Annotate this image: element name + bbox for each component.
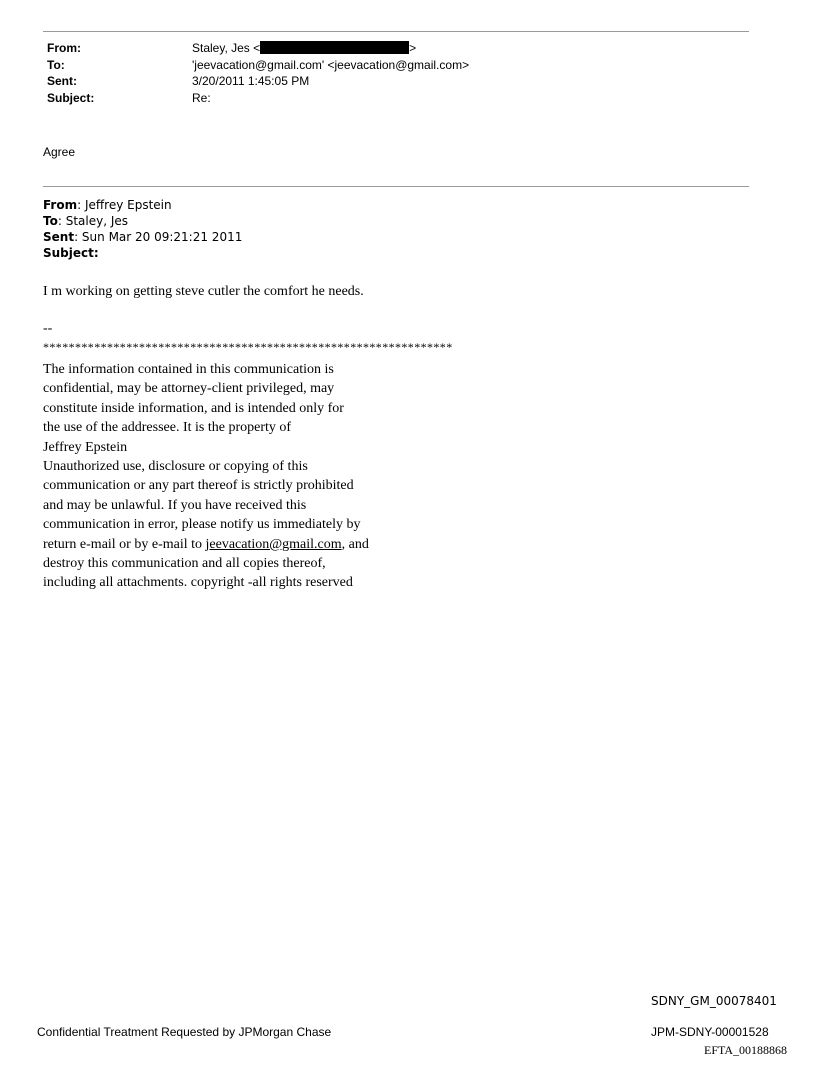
from-value — [192, 40, 416, 56]
to-value: 'jeevacation@gmail.com' <jeevacation@gmail.com> — [192, 58, 470, 72]
subject-value: Re: — [192, 91, 211, 105]
forwarded-sent-row — [43, 229, 242, 245]
forwarded-body: I m working on getting steve cutler the comfort he needs. — [43, 284, 364, 299]
forwarded-to-label: To — [43, 214, 58, 228]
forwarded-sent-value: : Sun Mar 20 09:21:21 2011 — [74, 230, 243, 244]
redaction-box — [260, 41, 409, 54]
forwarded-to-row — [43, 213, 128, 229]
signature-dashes: -- — [43, 321, 53, 336]
forwarded-from-row — [43, 197, 172, 213]
forwarded-to-value: : Staley, Jes — [57, 214, 128, 228]
sent-label: Sent: — [47, 74, 77, 88]
forwarded-subject-value: : — [93, 246, 99, 260]
subject-label: Subject: — [47, 91, 95, 105]
forwarded-subject-label: Subject — [43, 246, 94, 260]
bates-stamp-sdny-gm: SDNY_GM_00078401 — [651, 994, 777, 1008]
confidential-treatment-note: Confidential Treatment Requested by JPMorgan Chase — [37, 1025, 332, 1039]
to-label: To: — [47, 58, 65, 72]
disclaimer-text-part1: The information contained in this communication is confidential, may be attorney-client privileged, may constitute inside information, and is intended only for the use of the addressee. It is the property of Jeffrey Epstein Unauthorized use, disclosure or copying of this communication or any part thereof is strictly prohibited and may be unlawful. If you have received this communication in error, please notify us immediately by return e-mail or by e-mail to — [43, 362, 361, 552]
forwarded-sent-label: Sent — [43, 230, 75, 244]
sent-value: 3/20/2011 1:45:05 PM — [192, 74, 310, 88]
asterisk-divider: **************************************************************** — [43, 340, 453, 354]
confidentiality-disclaimer — [43, 360, 369, 593]
reply-body: Agree — [43, 145, 76, 159]
top-rule — [43, 31, 749, 32]
from-label: From: — [47, 41, 81, 55]
forwarded-from-label: From — [43, 198, 78, 212]
disclaimer-email-link[interactable]: jeevacation@gmail.com — [205, 536, 342, 552]
from-value-prefix: Staley, Jes < — [192, 41, 261, 55]
from-value-suffix: > — [409, 41, 417, 55]
bates-stamp-efta: EFTA_00188868 — [704, 1043, 788, 1057]
separator-rule — [43, 186, 749, 187]
bates-stamp-jpm: JPM-SDNY-00001528 — [651, 1025, 769, 1039]
disclaimer-text-part2: , and destroy this communication and all copies thereof, including all attachments. copyright -all rights reserved — [43, 536, 369, 591]
forwarded-from-value: : Jeffrey Epstein — [77, 198, 172, 212]
forwarded-subject-row — [43, 245, 99, 261]
